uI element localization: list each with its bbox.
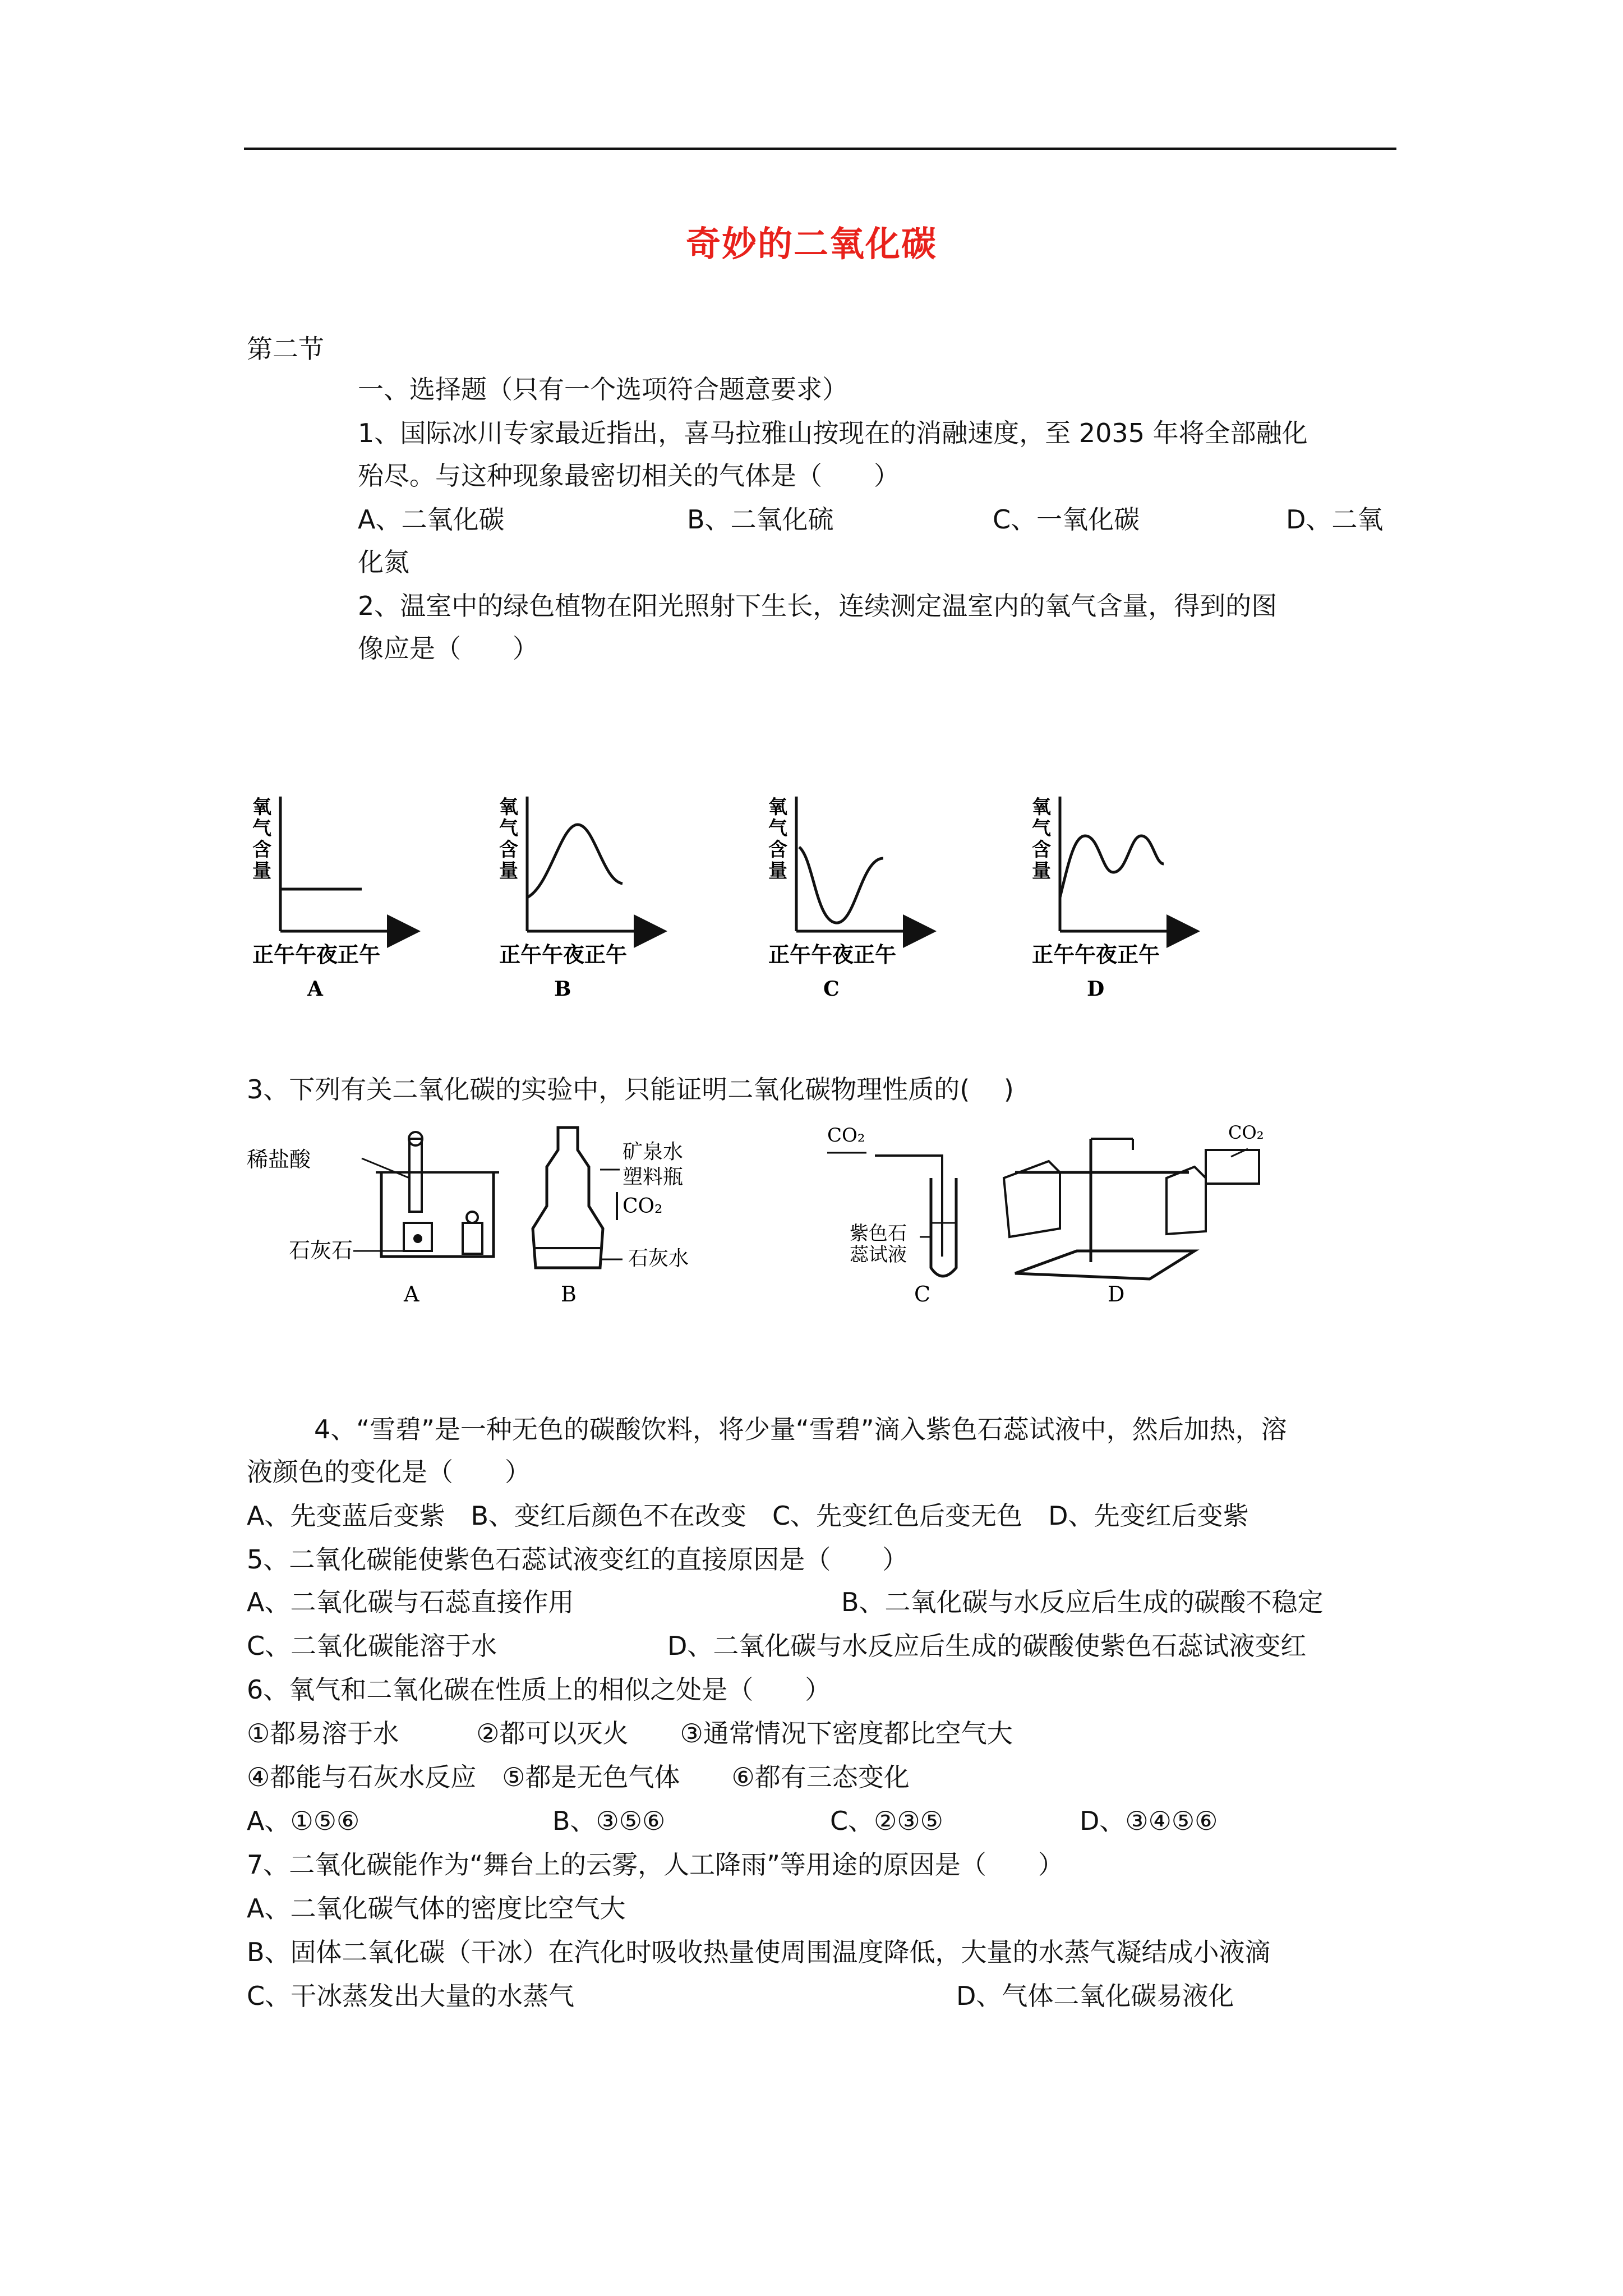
graph-a-ylabel-4: 量 bbox=[252, 860, 271, 882]
apparatus-c bbox=[827, 1124, 956, 1306]
label-bottle-co2: CO₂ bbox=[623, 1195, 663, 1218]
q4-options: A、先变蓝后变紫 B、变红后颜色不在改变 C、先变红色后变无色 D、先变红后变紫 bbox=[247, 1501, 1249, 1531]
q7-option-b: B、固体二氧化碳（干冰）在汽化时吸收热量使周围温度降低，大量的水蒸气凝结成小液滴 bbox=[247, 1937, 1271, 1967]
q6-items-1: ①都易溶于水 ②都可以灭火 ③通常情况下密度都比空气大 bbox=[247, 1718, 1013, 1749]
graph-d-xlabel: 正午午夜正午 bbox=[1032, 942, 1160, 967]
part-heading: 一、选择题（只有一个选项符合题意要求） bbox=[358, 374, 848, 404]
apparatus-c-label: C bbox=[914, 1282, 931, 1306]
graph-b-label: B bbox=[554, 977, 571, 1001]
graph-c bbox=[768, 796, 931, 1001]
header-rule bbox=[244, 148, 1396, 150]
graph-d-ylabel-4: 量 bbox=[1032, 860, 1051, 882]
page-title: 奇妙的二氧化碳 bbox=[685, 223, 937, 264]
label-c-co2: CO₂ bbox=[827, 1124, 865, 1147]
q1-text-line2: 殆尽。与这种现象最密切相关的气体是（ ） bbox=[358, 461, 900, 491]
q3-text-line1: 3、下列有关二氧化碳的实验中，只能证明二氧化碳物理性质的( ) bbox=[247, 1074, 1014, 1105]
q5-text-line1: 5、二氧化碳能使紫色石蕊试液变红的直接原因是（ ） bbox=[247, 1544, 909, 1575]
label-litmus-2: 蕊试液 bbox=[850, 1244, 907, 1266]
label-litmus-1: 紫色石 bbox=[850, 1222, 907, 1245]
graph-c-ylabel-2: 气 bbox=[768, 817, 787, 840]
q6-option-b: B、③⑤⑥ bbox=[552, 1806, 666, 1836]
apparatus-b-label: B bbox=[561, 1282, 577, 1306]
q6-items-2: ④都能与石灰水反应 ⑤都是无色气体 ⑥都有三态变化 bbox=[247, 1762, 910, 1792]
graph-b-curve bbox=[527, 825, 623, 898]
graph-a-ylabel-2: 气 bbox=[252, 817, 271, 840]
q1-option-c: C、一氧化碳 bbox=[993, 504, 1140, 535]
graph-d-ylabel-3: 含 bbox=[1032, 839, 1051, 861]
q5-option-a: A、二氧化碳与石蕊直接作用 bbox=[247, 1587, 574, 1617]
graph-d-ylabel-2: 气 bbox=[1032, 817, 1051, 840]
q1-option-d: D、二氧 bbox=[1286, 504, 1384, 535]
graph-b-ylabel-1: 氧 bbox=[499, 796, 518, 818]
graph-b-ylabel-2: 气 bbox=[499, 817, 518, 840]
label-limestone: 石灰石 bbox=[289, 1238, 353, 1263]
q1-option-d-cont: 化氮 bbox=[358, 547, 409, 577]
q7-text-line1: 7、二氧化碳能作为“舞台上的云雾，人工降雨”等用途的原因是（ ） bbox=[247, 1849, 1064, 1880]
graph-b-ylabel-3: 含 bbox=[499, 839, 518, 861]
graph-c-curve bbox=[799, 847, 883, 923]
graph-c-ylabel-4: 量 bbox=[768, 860, 787, 882]
graph-b-xlabel: 正午午夜正午 bbox=[499, 942, 628, 967]
section-label: 第二节 bbox=[247, 334, 324, 364]
q5-option-b: B、二氧化碳与水反应后生成的碳酸不稳定 bbox=[841, 1587, 1324, 1617]
q6-option-d: D、③④⑤⑥ bbox=[1080, 1806, 1218, 1836]
q4-text-line2: 液颜色的变化是（ ） bbox=[247, 1457, 531, 1487]
graph-d bbox=[1032, 796, 1195, 1001]
apparatus-a bbox=[247, 1132, 499, 1306]
q3-apparatus-figure bbox=[241, 1116, 1363, 1318]
q2-text-line2: 像应是（ ） bbox=[358, 633, 538, 664]
q7-option-a: A、二氧化碳气体的密度比空气大 bbox=[247, 1893, 626, 1924]
q7-option-c: C、干冰蒸发出大量的水蒸气 bbox=[247, 1981, 575, 2011]
graph-d-ylabel-1: 氧 bbox=[1032, 796, 1051, 818]
q6-option-c: C、②③⑤ bbox=[830, 1806, 943, 1836]
graph-c-xlabel: 正午午夜正午 bbox=[768, 942, 897, 967]
apparatus-d bbox=[1004, 1122, 1264, 1306]
graph-a-label: A bbox=[307, 977, 323, 1001]
label-dilute-acid: 稀盐酸 bbox=[247, 1147, 311, 1172]
q1-option-a: A、二氧化碳 bbox=[358, 504, 505, 535]
q2-text-line1: 2、温室中的绿色植物在阳光照射下生长，连续测定温室内的氧气含量，得到的图 bbox=[358, 591, 1278, 621]
q4-text-line1: 4、“雪碧”是一种无色的碳酸饮料，将少量“雪碧”滴入紫色石蕊试液中，然后加热，溶 bbox=[314, 1414, 1287, 1444]
graph-b bbox=[499, 796, 662, 1001]
graph-c-ylabel-1: 氧 bbox=[768, 796, 787, 818]
q2-graphs-figure bbox=[236, 763, 1413, 1010]
apparatus-b bbox=[533, 1128, 689, 1306]
label-bottle-2: 塑料瓶 bbox=[623, 1166, 684, 1189]
graph-a-ylabel-1: 氧 bbox=[252, 796, 271, 818]
q1-option-b: B、二氧化硫 bbox=[687, 504, 834, 535]
q6-text-line1: 6、氧气和二氧化碳在性质上的相似之处是（ ） bbox=[247, 1674, 831, 1705]
graph-c-ylabel-3: 含 bbox=[768, 839, 787, 861]
graph-c-label: C bbox=[823, 977, 840, 1001]
graph-a-xlabel: 正午午夜正午 bbox=[252, 942, 381, 967]
q5-option-c: C、二氧化碳能溶于水 bbox=[247, 1631, 497, 1661]
graph-d-label: D bbox=[1087, 977, 1105, 1001]
label-d-co2: CO₂ bbox=[1228, 1122, 1264, 1143]
label-limewater: 石灰水 bbox=[628, 1247, 689, 1270]
graph-b-ylabel-4: 量 bbox=[499, 860, 518, 882]
graph-a-ylabel-3: 含 bbox=[252, 839, 271, 861]
q7-option-d: D、气体二氧化碳易液化 bbox=[956, 1981, 1234, 2011]
apparatus-a-label: A bbox=[404, 1282, 419, 1306]
q1-text-line1: 1、国际冰川专家最近指出，喜马拉雅山按现在的消融速度，至 2035 年将全部融化 bbox=[358, 418, 1308, 448]
q5-option-d: D、二氧化碳与水反应后生成的碳酸使紫色石蕊试液变红 bbox=[667, 1631, 1307, 1661]
q6-option-a: A、①⑤⑥ bbox=[247, 1806, 360, 1836]
graph-d-curve bbox=[1060, 836, 1164, 898]
label-bottle-1: 矿泉水 bbox=[623, 1140, 684, 1163]
apparatus-d-label: D bbox=[1108, 1282, 1125, 1306]
graph-a bbox=[252, 796, 415, 1001]
